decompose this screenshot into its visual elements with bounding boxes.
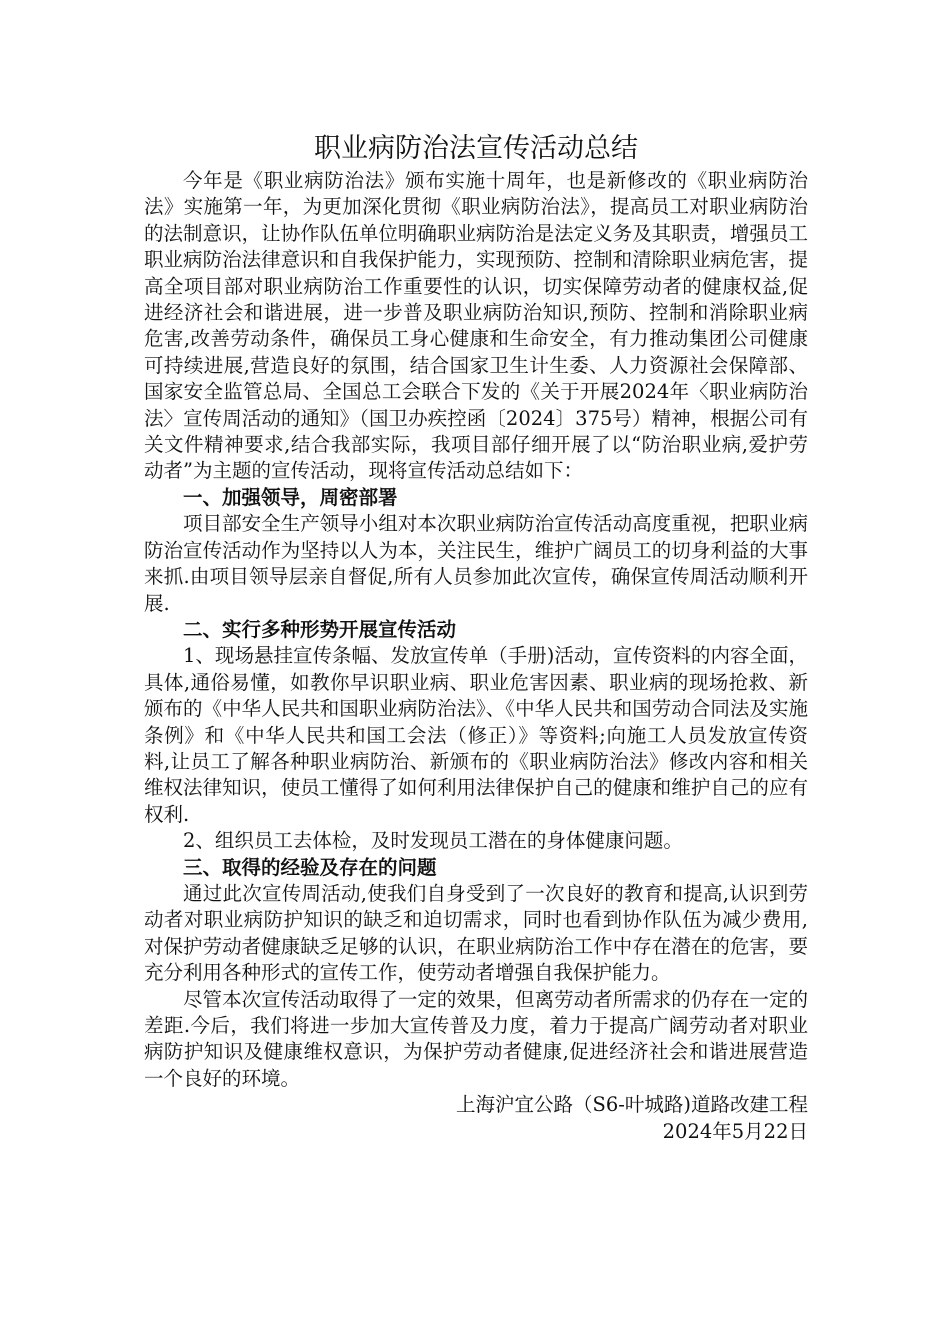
section-heading-1: 一、加强领导，周密部署 (183, 485, 398, 509)
section-1-paragraph: 项目部安全生产领导小组对本次职业病防治宣传活动高度重视，把职业病防治宣传活动作为坚持以人为本，关注民生，维护广阔员工的切身利益的大事来抓.由项目领导层亲自督促,所有人员参加此次宣传，确保宣传周活动顺利开展. (144, 512, 808, 615)
signature-date: 2024年5月22日 (662, 1119, 808, 1143)
signature-organization: 上海沪宜公路（S6-叶城路)道路改建工程 (456, 1093, 808, 1117)
document-title: 职业病防治法宣传活动总结 (314, 133, 638, 164)
section-heading-2: 二、实行多种形势开展宣传活动 (183, 617, 457, 641)
document-page (144, 118, 808, 1145)
section-3-paragraph-2: 尽管本次宣传活动取得了一定的效果，但离劳动者所需求的仍存在一定的差距.今后，我们将进一步加大宣传普及力度，着力于提高广阔劳动者对职业病防护知识及健康维权意识，为保护劳动者健康,促进经济社会和谐进展营造一个良好的环境。 (144, 987, 808, 1090)
intro-paragraph: 今年是《职业病防治法》颁布实施十周年，也是新修改的《职业病防治法》实施第一年，为更加深化贯彻《职业病防治法》，提高员工对职业病防治的法制意识，让协作队伍单位明确职业病防治是法定义务及其职责，增强员工职业病防治法律意识和自我保护能力，实现预防、控制和清除职业病危害，提高全项目部对职业病防治工作重要性的认识，切实保障劳动者的健康权益,促进经济社会和谐进展，进一步普及职业病防治知识,预防、控制和消除职业病危害,改善劳动条件，确保员工身心健康和生命安全，有力推动集团公司健康可持续进展,营造良好的氛围，结合国家卫生计生委、人力资源社会保障部、国家安全监管总局、全国总工会联合下发的《关于开展2024年〈职业病防治法〉宣传周活动的通知》（国卫办疾控函〔2024〕375号）精神，根据公司有关文件精神要求,结合我部实际，我项目部仔细开展了以“防治职业病,爱护劳动者”为主题的宣传活动，现将宣传活动总结如下： (144, 169, 808, 483)
section-3-paragraph-1: 通过此次宣传周活动,使我们自身受到了一次良好的教育和提高,认识到劳动者对职业病防护知识的缺乏和迫切需求，同时也看到协作队伍为减少费用,对保护劳动者健康缺乏足够的认识，在职业病防治工作中存在潜在的危害，要充分利用各种形式的宣传工作，使劳动者增强自我保护能力。 (144, 881, 808, 985)
section-2-item-2: 2、组织员工去体检，及时发现员工潜在的身体健康问题。 (183, 829, 683, 853)
section-heading-3: 三、取得的经验及存在的问题 (183, 855, 437, 879)
section-2-item-1: 1、现场悬挂宣传条幅、发放宣传单（手册)活动，宣传资料的内容全面，具体,通俗易懂，如教你早识职业病、职业危害因素、职业病的现场抢救、新颁布的《中华人民共和国职业病防治法》、《中华人民共和国劳动合同法及实施条例》和《中华人民共和国工会法（修正）》等资料;向施工人员发放宣传资料,让员工了解各种职业病防治、新颁布的《职业病防治法》修改内容和相关维权法律知识，使员工懂得了如何利用法律保护自己的健康和维护自己的应有权利. (144, 644, 808, 826)
